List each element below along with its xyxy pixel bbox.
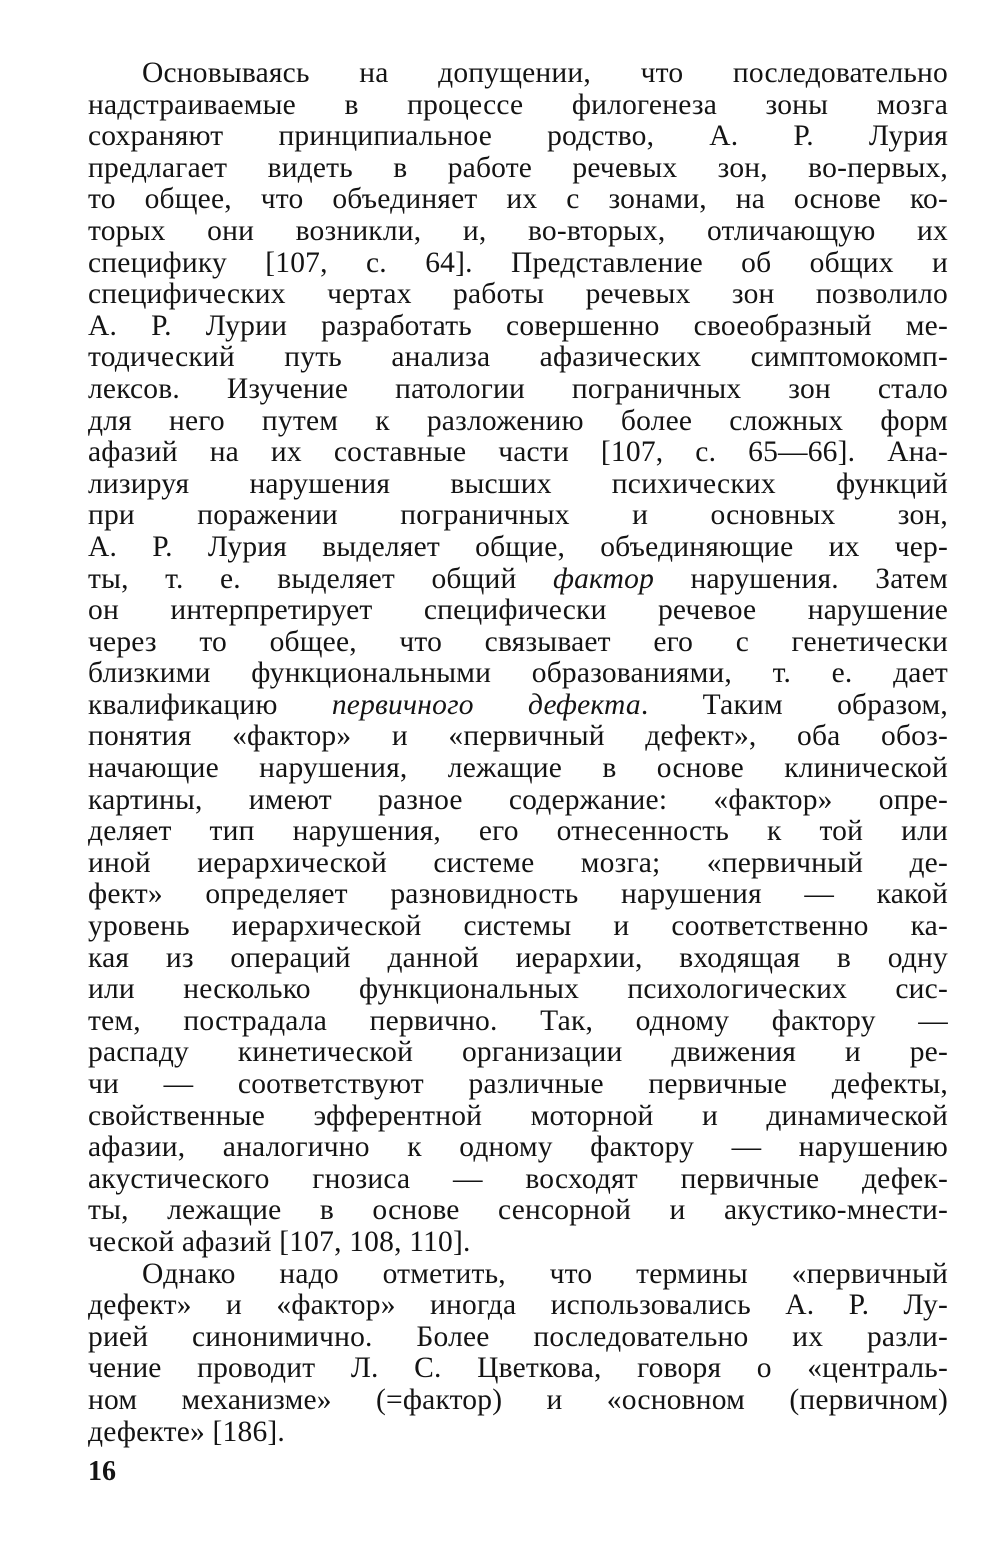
- text-line: сохраняют принципиальное родство, А. Р. Лурия: [88, 121, 948, 153]
- text-line: картины, имеют разное содержание: «фактор» опре-: [88, 784, 948, 816]
- text-line: ты, лежащие в основе сенсорной и акустико-мнести-: [88, 1195, 948, 1227]
- text-line: фект» определяет разновидность нарушения — какой: [88, 879, 948, 911]
- text-line: афазий на их составные части [107, с. 65—66]. Ана-: [88, 437, 948, 469]
- text-line: кая из операций данной иерархии, входящая в одну: [88, 942, 948, 974]
- text-line: для него путем к разложению более сложных форм: [88, 405, 948, 437]
- text-line: рией синонимично. Более последовательно их разли-: [88, 1321, 948, 1353]
- paragraph-1: [88, 58, 948, 1259]
- text-line: при поражении пограничных и основных зон,: [88, 500, 948, 532]
- text-line: ческой афазий [107, 108, 110].: [88, 1226, 471, 1258]
- text-line: распаду кинетической организации движения и ре-: [88, 1037, 948, 1069]
- text-line: чение проводит Л. С. Цветкова, говоря о «централь-: [88, 1353, 948, 1385]
- text-line: чи — соответствуют различные первичные дефекты,: [88, 1069, 948, 1100]
- text-line: квалификацию первичного дефекта. Таким образом,: [88, 689, 948, 721]
- text-line: акустического гнозиса — восходят первичные дефек-: [88, 1163, 948, 1195]
- text-line: деляет тип нарушения, его отнесенность к той или: [88, 816, 948, 848]
- text-line: специфику [107, с. 64]. Представление об общих и: [88, 247, 948, 279]
- text-line: А. Р. Лурии разработать совершенно своеобразный ме-: [88, 310, 948, 342]
- text-line: уровень иерархической системы и соответственно ка-: [88, 911, 948, 943]
- text-line: ты, т. е. выделяет общий фактор нарушения. Затем: [88, 563, 948, 595]
- text-line: специфических чертах работы речевых зон позволило: [88, 279, 948, 311]
- text-line: иной иерархической системе мозга; «первичный де-: [88, 847, 948, 879]
- paragraph-2: [88, 1259, 948, 1449]
- text-line: ном механизме» (=фактор) и «основном (первичном): [88, 1384, 948, 1416]
- text-line: через то общее, что связывает его с генетически: [88, 626, 948, 658]
- text-line: дефект» и «фактор» иногда использовались А. Р. Лу-: [88, 1290, 948, 1322]
- page-number: 16: [88, 1456, 116, 1487]
- text-line: дефекте» [186].: [88, 1416, 285, 1448]
- text-line: начающие нарушения, лежащие в основе клинической: [88, 753, 948, 785]
- text-line: то общее, что объединяет их с зонами, на основе ко-: [88, 184, 948, 216]
- text-line: понятия «фактор» и «первичный дефект», оба обоз-: [88, 721, 948, 753]
- text-line: афазии, аналогично к одному фактору — нарушению: [88, 1132, 948, 1164]
- text-line: предлагает видеть в работе речевых зон, во-первых,: [88, 152, 948, 184]
- text-line: лексов. Изучение патологии пограничных зон стало: [88, 373, 948, 405]
- text-line: он интерпретирует специфически речевое нарушение: [88, 595, 948, 627]
- text-line: А. Р. Лурия выделяет общие, объединяющие их чер-: [88, 531, 948, 563]
- text-line: Основываясь на допущении, что последовательно: [142, 58, 948, 89]
- text-line: тодический путь анализа афазических симптомокомп-: [88, 342, 948, 374]
- text-line: тем, пострадала первично. Так, одному фактору —: [88, 1005, 948, 1037]
- text-line: или несколько функциональных психологических сис-: [88, 974, 948, 1006]
- text-line: надстраиваемые в процессе филогенеза зоны мозга: [88, 89, 948, 121]
- text-line: торых они возникли, и, во-вторых, отличающую их: [88, 215, 948, 247]
- text-line: Однако надо отметить, что термины «первичный: [142, 1258, 948, 1290]
- page-text: [88, 58, 948, 1448]
- text-line: близкими функциональными образованиями, т. е. дает: [88, 658, 948, 690]
- text-line: лизируя нарушения высших психических функций: [88, 468, 948, 500]
- text-line: свойственные эфферентной моторной и динамической: [88, 1100, 948, 1132]
